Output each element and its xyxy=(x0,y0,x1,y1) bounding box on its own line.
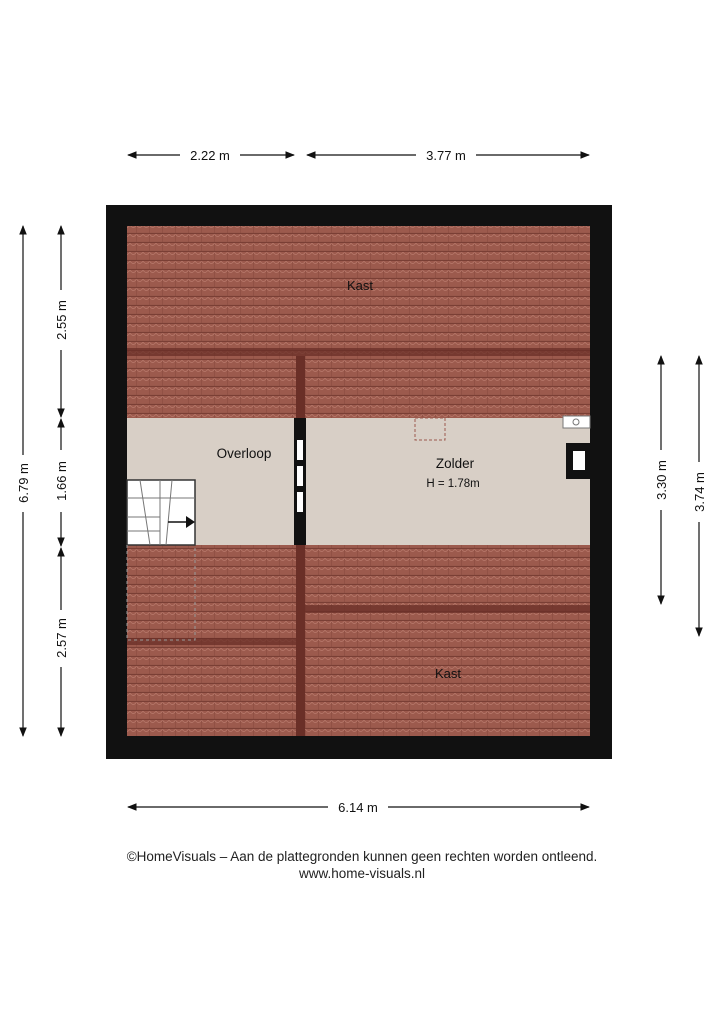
footer-website[interactable]: www.home-visuals.nl xyxy=(298,866,426,881)
room-label-zolder: Zolder xyxy=(435,456,475,471)
room-label-overloop: Overloop xyxy=(216,446,272,461)
room-height-zolder: H = 1.78m xyxy=(426,478,480,490)
dim-left-a: 2.55 m xyxy=(54,300,69,340)
partition-wall xyxy=(294,418,306,545)
room-label-kast-bottom: Kast xyxy=(434,666,462,681)
dim-right-inner: 3.30 m xyxy=(654,460,669,500)
dim-left-total: 6.79 m xyxy=(16,463,31,503)
dim-right-outer: 3.74 m xyxy=(692,472,707,512)
footer-copyright: ©HomeVisuals – Aan de plattegronden kunnen geen rechten worden ontleend. xyxy=(126,849,598,864)
dim-left-c: 2.57 m xyxy=(54,618,69,658)
dim-left-b: 1.66 m xyxy=(54,461,69,501)
chimney xyxy=(566,443,590,479)
dim-top-right: 3.77 m xyxy=(426,148,466,163)
dim-top-left: 2.22 m xyxy=(190,148,230,163)
dim-bottom: 6.14 m xyxy=(338,800,378,815)
room-label-kast-top: Kast xyxy=(346,278,374,293)
sink-fixture xyxy=(563,416,590,428)
